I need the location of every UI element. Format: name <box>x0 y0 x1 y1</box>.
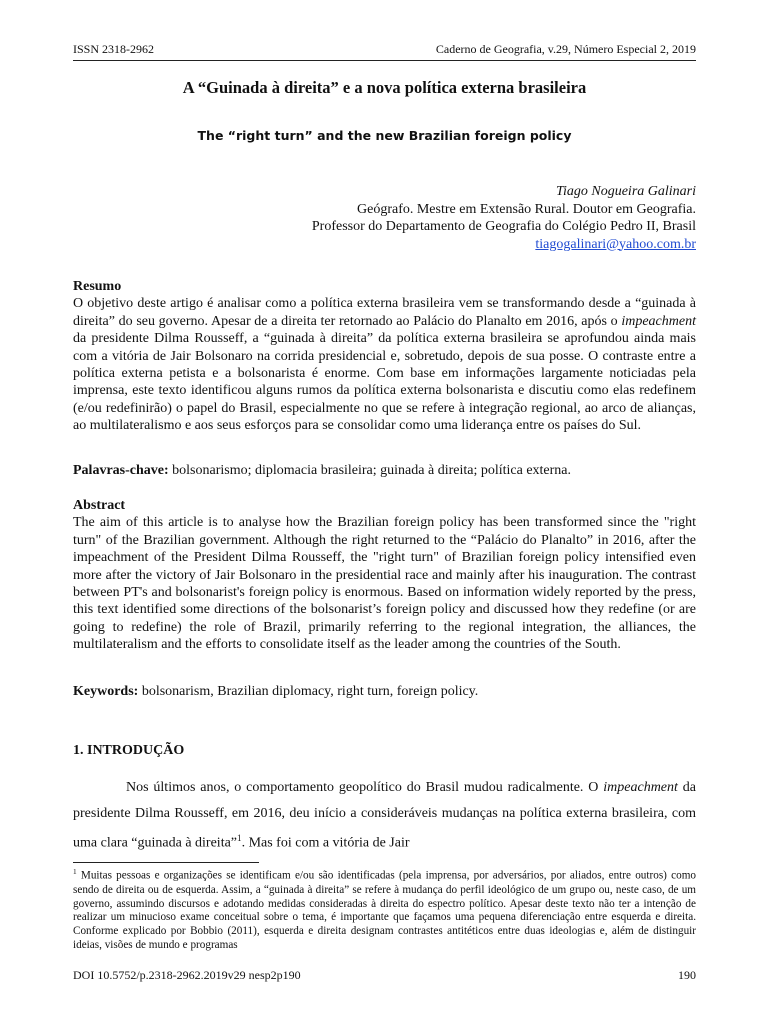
palavras-chave-label: Palavras-chave: <box>73 463 169 478</box>
page-footer <box>73 968 696 983</box>
palavras-chave <box>73 462 696 479</box>
resumo-heading: Resumo <box>73 279 122 294</box>
page-number: 190 <box>678 968 696 982</box>
section-heading: 1. INTRODUÇÃO <box>73 743 185 758</box>
footnote-divider <box>73 862 259 863</box>
keywords-label: Keywords: <box>73 684 139 699</box>
keywords-text: bolsonarism, Brazilian diplomacy, right turn, foreign policy. <box>138 684 479 699</box>
issn: ISSN 2318-2962 <box>73 42 155 56</box>
abstract-text: The aim of this article is to analyse how the Brazilian foreign policy has been transformed since the "right turn" of the Brazilian government. Although the right returned to the “Palácio do Planalto” in 2016, after the impeachment of the President Dilma Rousseff, the "right turn" of Brazilian foreign policy intensified even more after the victory of Jair Bolsonaro in the presidential race and mainly after his inauguration. The contrast between PT's and bolsonarist's foreign policy is enormous. Based on information widely reported by the press, this text identified some directions of the bolsonarist’s foreign policy and discussed how they redefine (or are going to redefine) the role of Brazil, primarily referring to the regional integration, the alliances, the multilateralism and the efforts to consolidate itself as the leader among the countries of the South. <box>73 515 696 653</box>
doi: DOI 10.5752/p.2318-2962.2019v29 nesp2p190 <box>73 968 301 982</box>
footnote <box>73 866 696 953</box>
abstract-heading: Abstract <box>73 498 126 513</box>
intro-paragraph: Nos últimos anos, o comportamento geopolítico do Brasil mudou radicalmente. O impeachment da presidente Dilma Rousseff, em 2016, deu início a consideráveis mudanças na política externa brasileira, com uma clara “guinada à direita”$^1$. Mas foi com a vitória de Jair <box>73 780 696 851</box>
running-header <box>73 42 696 61</box>
footnote-marker: 1 <box>73 868 77 876</box>
author-block <box>312 183 696 253</box>
article-subtitle: The “right turn” and the new Brazilian foreign policy <box>197 128 572 143</box>
palavras-chave-text: bolsonarismo; diplomacia brasileira; guinada à direita; política externa. <box>168 463 572 478</box>
keywords <box>73 683 696 700</box>
journal-citation: Caderno de Geografia, v.29, Número Especial 2, 2019 <box>435 42 696 56</box>
resumo-section <box>73 278 696 435</box>
author-email-link[interactable]: tiagogalinari@yahoo.com.br <box>535 236 696 252</box>
document-page <box>73 0 696 1024</box>
abstract-section <box>73 497 696 654</box>
author-credentials: Geógrafo. Mestre em Extensão Rural. Doutor em Geografia. <box>357 201 696 217</box>
footnote-ref[interactable]: 1 <box>237 833 242 843</box>
author-affiliation: Professor do Departamento de Geografia do Colégio Pedro II, Brasil <box>311 219 696 234</box>
resumo-text: O objetivo deste artigo é analisar como a política externa brasileira vem se transformando desde a “guinada à direita” do seu governo. Apesar de a direita ter retornado ao Palácio do Planalto em 2016, após o impeachment da presidente Dilma Rousseff, a “guinada à direita” da política externa brasileira se aprofundou ainda mais com a vitória de Jair Bolsonaro na corrida presidencial e, sobretudo, depois de sua posse. O contraste entre a política externa petista e a bolsonarista é enorme. Com base em informações largamente noticiadas pela imprensa, este texto identificou alguns rumos da política externa bolsonarista e discutiu como elas redefinem (e/ou redefinirão) o papel do Brasil, especialmente no que se refere à integração regional, ao arco de alianças, ao multilateralismo e aos seus esforços para se consolidar como uma liderança entre os países do Sul. <box>73 296 696 434</box>
footnote-text: Muitas pessoas e organizações se identificam e/ou são identificadas (pela imprensa, por adversários, por aliados, entre outros) como sendo de direita ou de esquerda. Assim, a “guinada à direita” se refere à mudança do perfil ideológico de um grupo ou, neste caso, de um governo, assumindo discursos e adotando medidas consideradas à direita do espectro político. Apesar deste texto não ter a intenção de realizar um minucioso exame conceitual sobre o tema, é importante que façamos uma pequena diferenciação entre esquerda e direita. Conforme explicado por Bobbio (2011), esquerda e direita designam contrastes antitéticos entre duas ideologias e, além de distinguir ideias, visões de mundo e programas <box>73 869 696 952</box>
author-name: Tiago Nogueira Galinari <box>555 184 696 199</box>
article-title: A “Guinada à direita” e a nova política externa brasileira <box>182 78 587 97</box>
